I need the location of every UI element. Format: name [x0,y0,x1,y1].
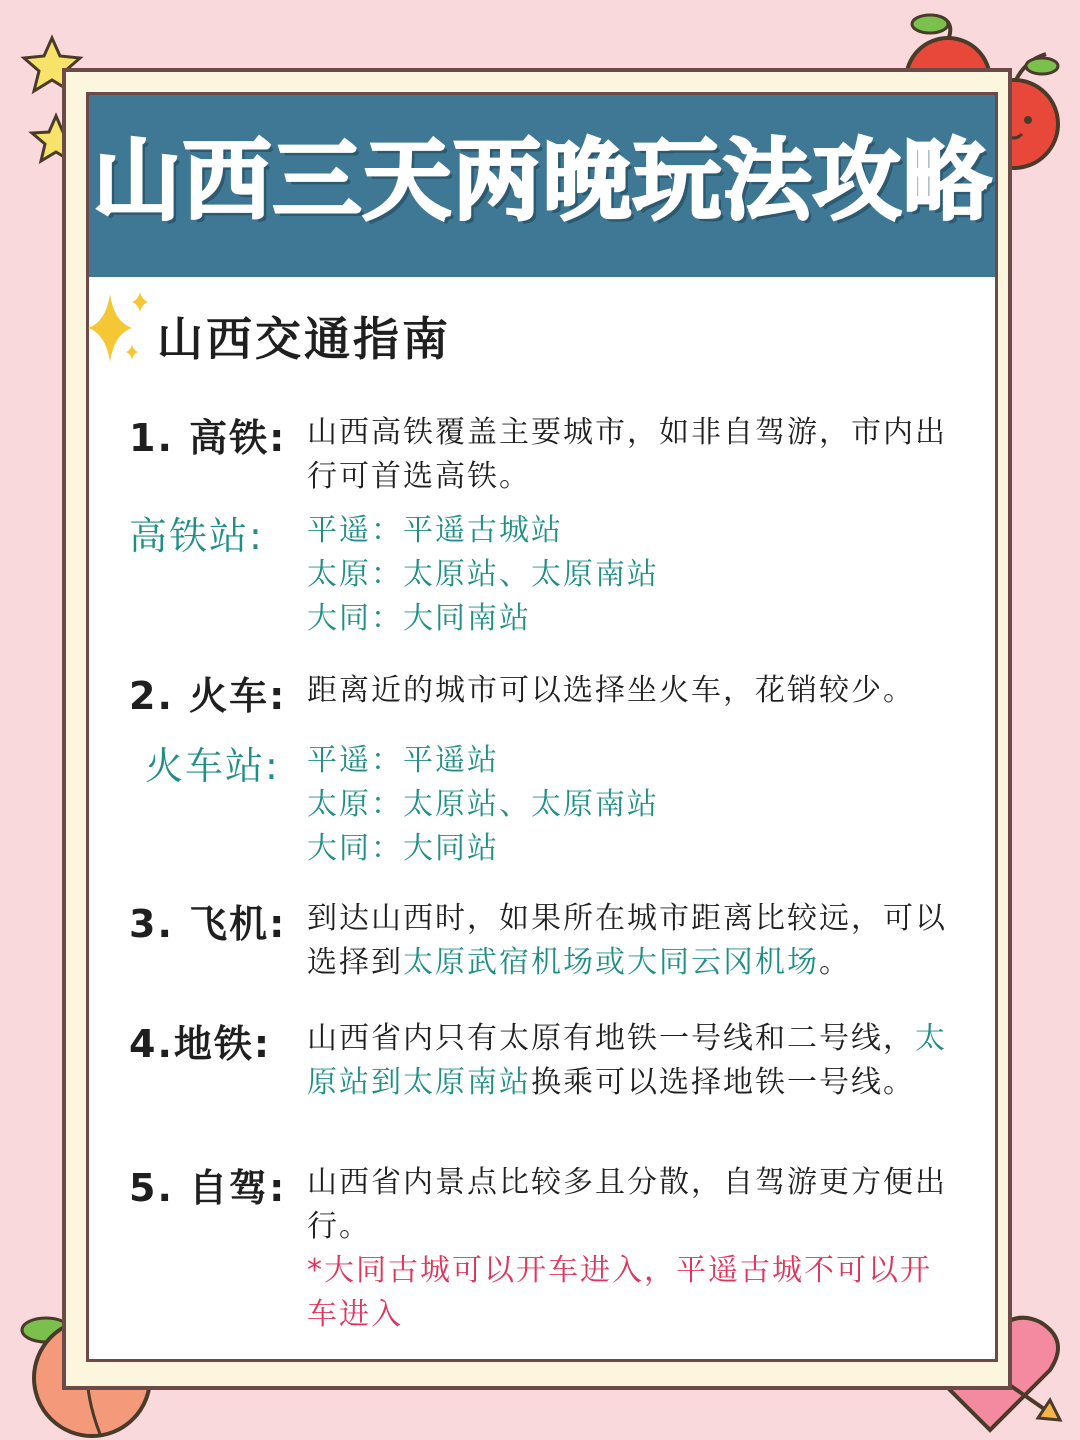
sparkle-icon [86,288,156,368]
item-text: 山西高铁覆盖主要城市，如非自驾游，市内出行可首选高铁。 [307,415,947,494]
station-line: 大同：大同南站 [307,601,531,636]
section-title: 山西交通指南 [157,312,451,366]
text-part: 。 [819,945,851,980]
text-part: 山西省内景点比较多且分散，自驾游更方便出行。 [307,1165,947,1244]
item-text [307,897,947,985]
item-label: 2. 火车: [129,674,287,718]
title-banner [89,95,995,277]
text-part: 山西省内只有太原有地铁一号线和二号线， [307,1021,915,1056]
text-part: 到达山西时，如果所在城市距离比较远，可以选择到 [307,901,947,980]
page-title: 山西三天两晚玩法攻略 [92,129,993,232]
guide-card [86,92,998,1362]
item-text [307,1161,947,1337]
item-text [307,1017,947,1105]
item-label: 5. 自驾: [129,1166,287,1210]
highlight-text: 太原站到太原南站 [307,1021,947,1100]
station-line: 太原：太原站、太原南站 [307,557,659,592]
station-line: 大同：大同站 [307,831,499,866]
warning-note: *大同古城可以开车进入，平遥古城不可以开车进入 [307,1253,932,1332]
item-label: 高铁站: [129,514,264,558]
station-lines [307,739,947,871]
item-label: 4.地铁: [129,1022,272,1066]
item-text: 距离近的城市可以选择坐火车，花销较少。 [307,673,915,708]
station-line: 平遥：平遥站 [307,743,499,778]
text-part: 换乘可以选择地铁一号线。 [531,1065,915,1100]
station-line: 太原：太原站、太原南站 [307,787,659,822]
item-label: 火车站: [145,744,280,788]
station-line: 平遥：平遥古城站 [307,513,563,548]
item-label: 3. 飞机: [129,902,287,946]
item-label: 1. 高铁: [129,416,287,460]
highlight-text: 太原武宿机场或大同云冈机场 [403,945,819,980]
station-lines [307,509,947,641]
